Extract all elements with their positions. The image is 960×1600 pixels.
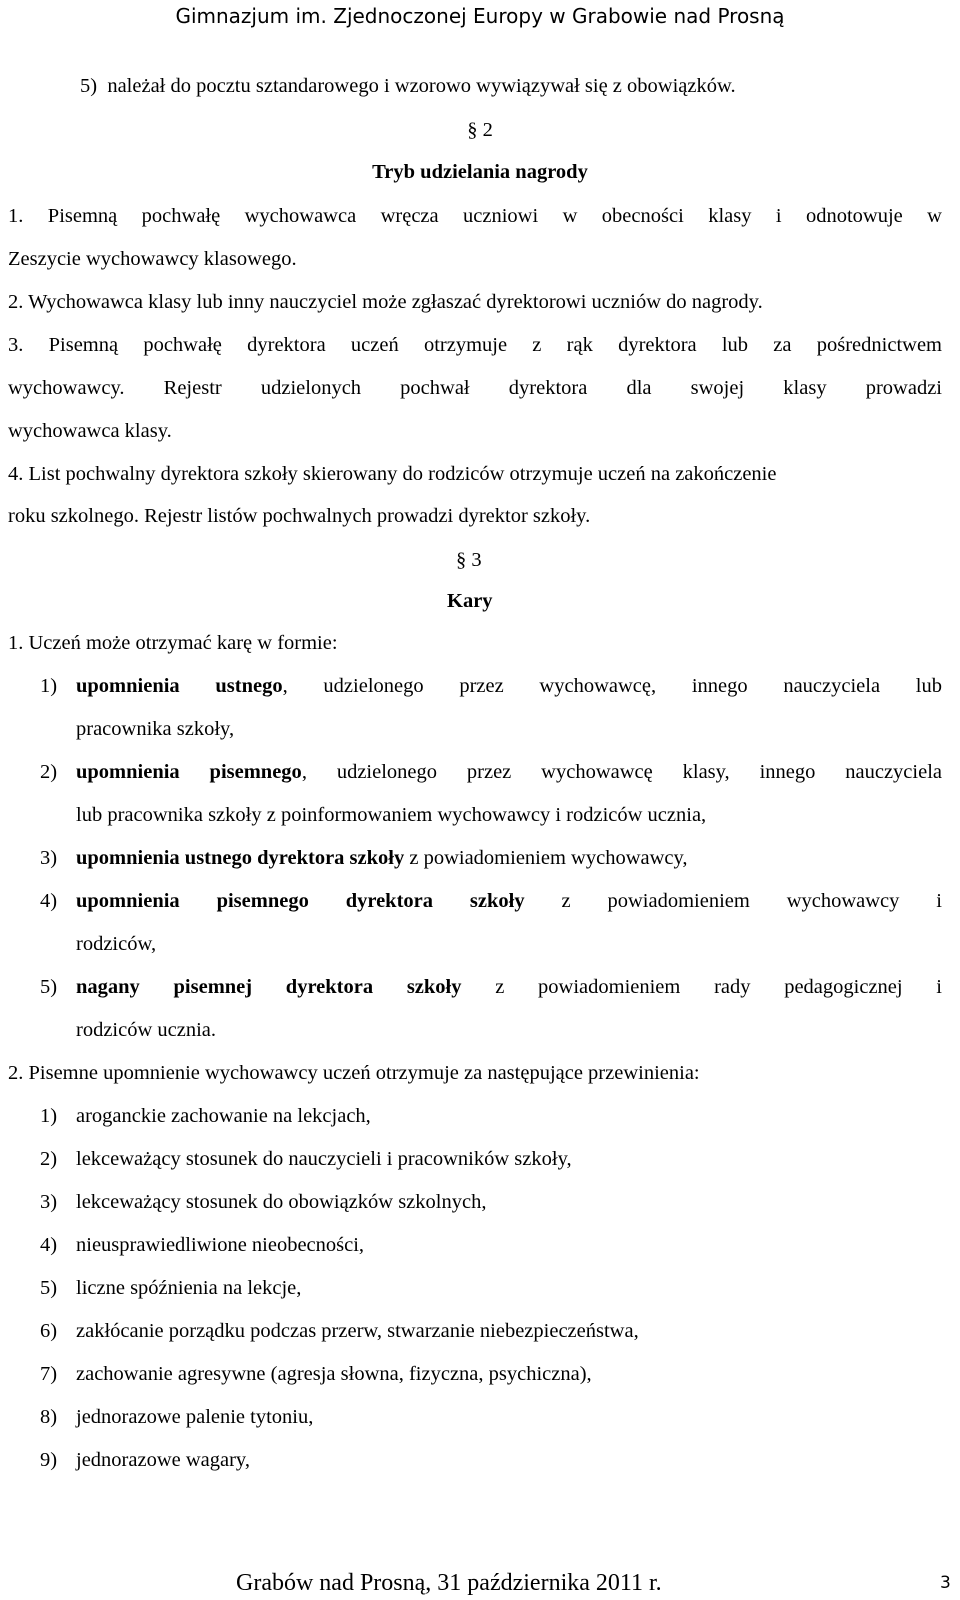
page-footer: Grabów nad Prosną, 31 października 2011 r.: [236, 1570, 662, 1596]
section-2-paragraph-1b: Zeszycie wychowawcy klasowego.: [8, 248, 297, 270]
reward-item-5: 5) należał do pocztu sztandarowego i wzorowo wywiązywał się z obowiązków.: [80, 75, 736, 97]
section-2-paragraph-3c: wychowawca klasy.: [8, 420, 172, 442]
offense-item-1: 1) aroganckie zachowanie na lekcjach,: [40, 1105, 371, 1127]
penalty-item-4-cont: rodziców,: [76, 933, 157, 955]
page-number: 3: [940, 1573, 951, 1593]
penalty-item-2-cont: lub pracownika szkoły z poinformowaniem wychowawcy i rodziców ucznia,: [76, 804, 707, 826]
section-2-paragraph-3a: 3. Pisemną pochwałę dyrektora uczeń otrzymuje z rąk dyrektora lub za pośrednictwem: [8, 334, 942, 356]
section-2-paragraph-1a: 1. Pisemną pochwałę wychowawca wręcza uczniowi w obecności klasy i odnotowuje w: [8, 205, 942, 227]
penalty-item-4: 4) upomnienia pisemnego dyrektora szkoły z powiadomieniem wychowawcy i: [40, 890, 942, 912]
penalty-item-3: 3) upomnienia ustnego dyrektora szkoły z powiadomieniem wychowawcy,: [40, 847, 688, 869]
offense-item-3: 3) lekceważący stosunek do obowiązków szkolnych,: [40, 1191, 487, 1213]
penalty-item-2: 2) upomnienia pisemnego, udzielonego przez wychowawcę klasy, innego nauczyciela: [40, 761, 942, 783]
section-3-intro: 1. Uczeń może otrzymać karę w formie:: [8, 632, 338, 654]
section-2-paragraph-4a: 4. List pochwalny dyrektora szkoły skierowany do rodziców otrzymuje uczeń na zakończenie: [8, 463, 777, 485]
offense-item-2: 2) lekceważący stosunek do nauczycieli i pracowników szkoły,: [40, 1148, 572, 1170]
penalty-item-5: 5) nagany pisemnej dyrektora szkoły z powiadomieniem rady pedagogicznej i: [40, 976, 942, 998]
section-2-paragraph-4b: roku szkolnego. Rejestr listów pochwalnych prowadzi dyrektor szkoły.: [8, 505, 591, 527]
offense-item-5: 5) liczne spóźnienia na lekcje,: [40, 1277, 302, 1299]
offense-item-4: 4) nieusprawiedliwione nieobecności,: [40, 1234, 365, 1256]
section-3-symbol: § 3: [456, 549, 482, 571]
offense-item-9: 9) jednorazowe wagary,: [40, 1449, 250, 1471]
penalty-item-5-cont: rodziców ucznia.: [76, 1019, 217, 1041]
section-2-paragraph-3b: wychowawcy. Rejestr udzielonych pochwał dyrektora dla swojej klasy prowadzi: [8, 377, 942, 399]
offense-item-8: 8) jednorazowe palenie tytoniu,: [40, 1406, 314, 1428]
penalty-item-1: 1) upomnienia ustnego, udzielonego przez wychowawcę, innego nauczyciela lub: [40, 675, 942, 697]
section-2-paragraph-2: 2. Wychowawca klasy lub inny nauczyciel może zgłaszać dyrektorowi uczniów do nagrody.: [8, 291, 763, 313]
section-2-symbol: § 2: [467, 119, 493, 141]
offense-item-6: 6) zakłócanie porządku podczas przerw, stwarzanie niebezpieczeństwa,: [40, 1320, 639, 1342]
section-3-paragraph-2: 2. Pisemne upomnienie wychowawcy uczeń otrzymuje za następujące przewinienia:: [8, 1062, 700, 1084]
section-2-title: Tryb udzielania nagrody: [372, 161, 588, 183]
penalty-item-1-cont: pracownika szkoły,: [76, 718, 235, 740]
page-header: Gimnazjum im. Zjednoczonej Europy w Grabowie nad Prosną: [175, 4, 785, 28]
offense-item-7: 7) zachowanie agresywne (agresja słowna, fizyczna, psychiczna),: [40, 1363, 592, 1385]
section-3-title: Kary: [447, 590, 493, 612]
